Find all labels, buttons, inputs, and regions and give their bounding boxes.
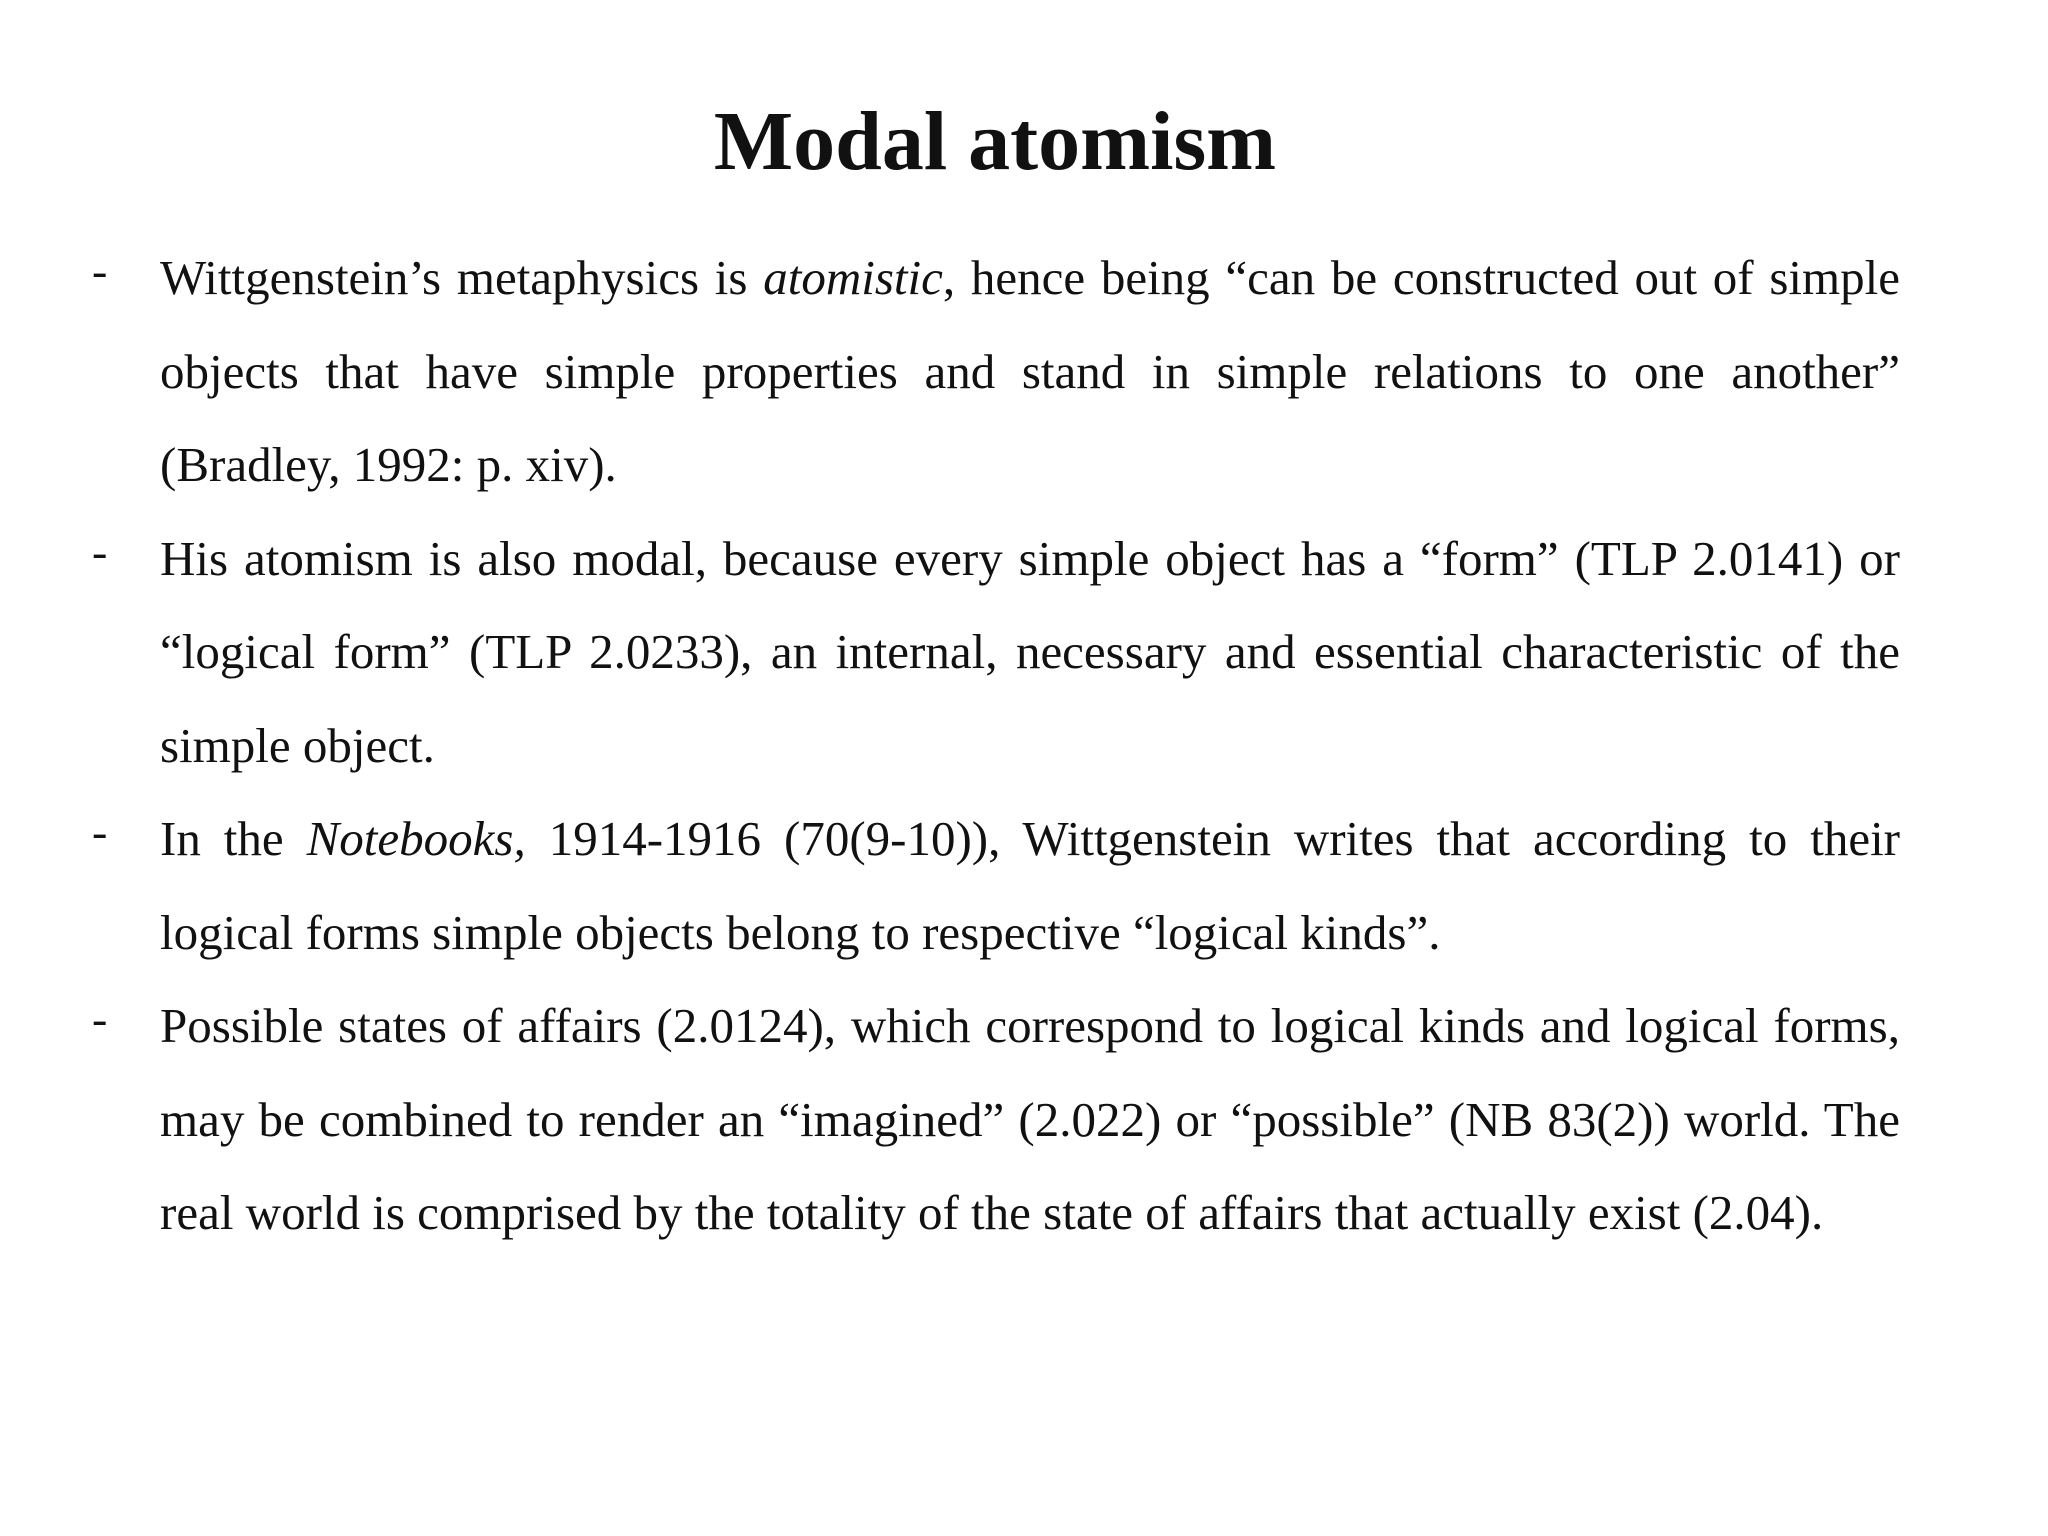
bullet-marker: - <box>92 993 108 1044</box>
bullet-text-post: , hence being “can be constructed out of simple objects that have simple properties and stand in simple relations to one another” (Bradley, 1992: p. xiv). <box>160 250 1900 492</box>
bullet-marker: - <box>92 525 108 577</box>
bullet-marker: - <box>92 245 108 296</box>
bullet-text-pre: Wittgenstein’s metaphysics is <box>160 250 764 305</box>
bullet-list <box>92 231 1900 1260</box>
bullet-text-italic: atomistic <box>763 250 943 305</box>
bullet-marker: - <box>92 806 108 857</box>
bullet-text-italic: Notebooks, <box>306 811 526 866</box>
bullet-text-pre: In the <box>160 811 307 866</box>
bullet-text-pre: Possible states of affairs (2.0124), which correspond to logical kinds and logical forms, may be combined to render an “imagined” (2.022) or “possible” (NB 83(2)) world. The real world is comprised by the totality of the state of affairs that actually exist (2.04). <box>160 998 1900 1240</box>
bullet-item-1 <box>92 231 1900 512</box>
bullet-item-4 <box>92 979 1900 1260</box>
bullet-text-pre: His atomism is also modal, because every simple object has a “form” (TLP 2.0141) or “logical form” (TLP 2.0233), an internal, necessary and essential characteristic of the simple object. <box>160 530 1900 773</box>
slide-title: Modal atomism <box>713 95 1277 188</box>
bullet-item-3 <box>92 792 1900 979</box>
bullet-item-2 <box>92 512 1900 793</box>
bullet-text-post: 1914-1916 (70(9-10)), Wittgenstein writes that according to their logical forms simple objects belong to respective “logical kinds”. <box>160 811 1900 960</box>
